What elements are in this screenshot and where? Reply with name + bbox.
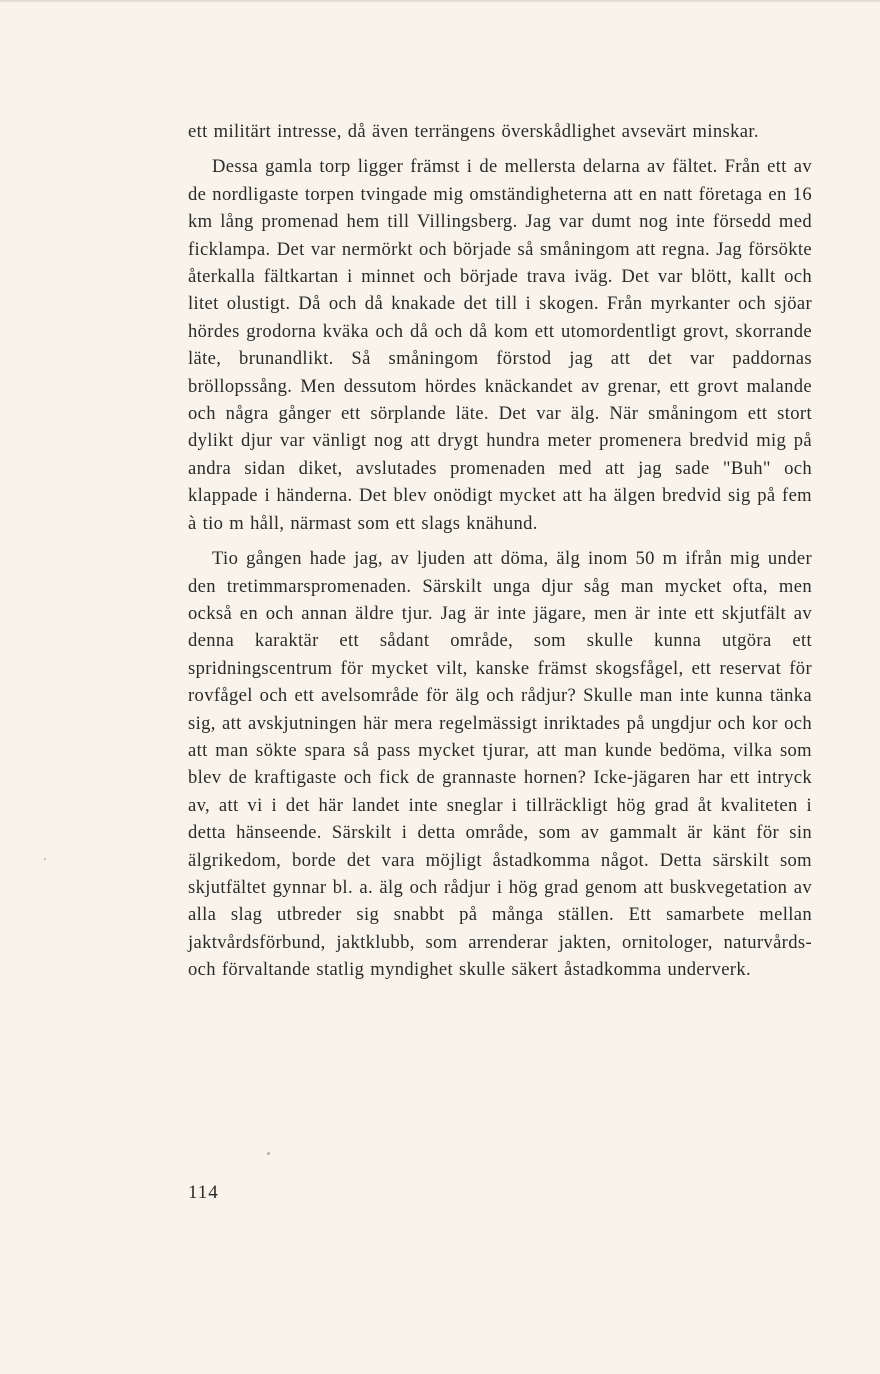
paragraph-3: Tio gången hade jag, av ljuden att döma, älg inom 50 m ifrån mig under den tretimmarspromenaden. Särskilt unga djur såg man mycket ofta, men också en och annan äldre tjur. Jag är inte jägare, men är inte ett skjutfält av denna karaktär ett sådant område, som skulle kunna utgöra ett spridningscentrum för mycket vilt, kanske främst skogsfågel, ett reservat för rovfågel och ett avelsområde för älg och rådjur? Skulle man inte kunna tänka sig, att avskjutningen här mera regelmässigt inriktades på ungdjur och kor och att man sökte spara så pass mycket tjurar, att man kunde bedöma, vilka som blev de kraftigaste och fick de grannaste hornen? Icke-jägaren har ett intryck av, att vi i det här landet inte sneglar i tillräckligt hög grad åt kvaliteten i detta hänseende. Särskilt i detta område, som av gammalt är känt för sin älgrikedom, borde det vara möjligt åstadkomma något. Detta särskilt som skjutfältet gynnar bl. a. älg och rådjur i hög grad genom att buskvegetation av alla slag utbreder sig snabbt på många ställen. Ett samarbete mellan jaktvårdsförbund, jaktklubb, som arrenderar jakten, ornitologer, naturvårds- och förvaltande statlig myndighet skulle säkert åstadkomma underverk. <box>188 548 812 981</box>
paragraph-2: Dessa gamla torp ligger främst i de mellersta delarna av fältet. Från ett av de nordligaste torpen tvingade mig omständigheterna att en natt företaga en 16 km lång promenad hem till Villingsberg. Jag var dumt nog inte försedd med ficklampa. Det var nermörkt och började så småningom att regna. Jag försökte återkalla fältkartan i minnet och började trava iväg. Det var blött, kallt och litet olustigt. Då och då knakade det till i skogen. Från myrkanter och sjöar hördes grodorna kväka och då och då kom ett utomordentligt grovt, skorrande läte, brunandlikt. Så småningom förstod jag att det var paddornas bröllopssång. Men dessutom hördes knäckandet av grenar, ett grovt malande och några gånger ett sörplande läte. Det var älg. När småningom ett stort dylikt djur var vänligt nog att drygt hundra meter promenera bredvid mig på andra sidan diket, avslutades promenaden med att jag sade "Buh" och klappade i händerna. Det blev onödigt mycket att ha älgen bredvid sig på fem à tio m håll, närmast som ett slags knähund. <box>188 156 812 534</box>
body-text <box>188 118 812 984</box>
paper-speck <box>44 858 46 860</box>
page-top-edge <box>0 0 880 3</box>
paper-speck <box>267 1152 270 1155</box>
paragraph-1: ett militärt intresse, då även terrängens överskådlighet avsevärt minskar. <box>188 121 759 142</box>
page-number: 114 <box>188 1182 219 1203</box>
